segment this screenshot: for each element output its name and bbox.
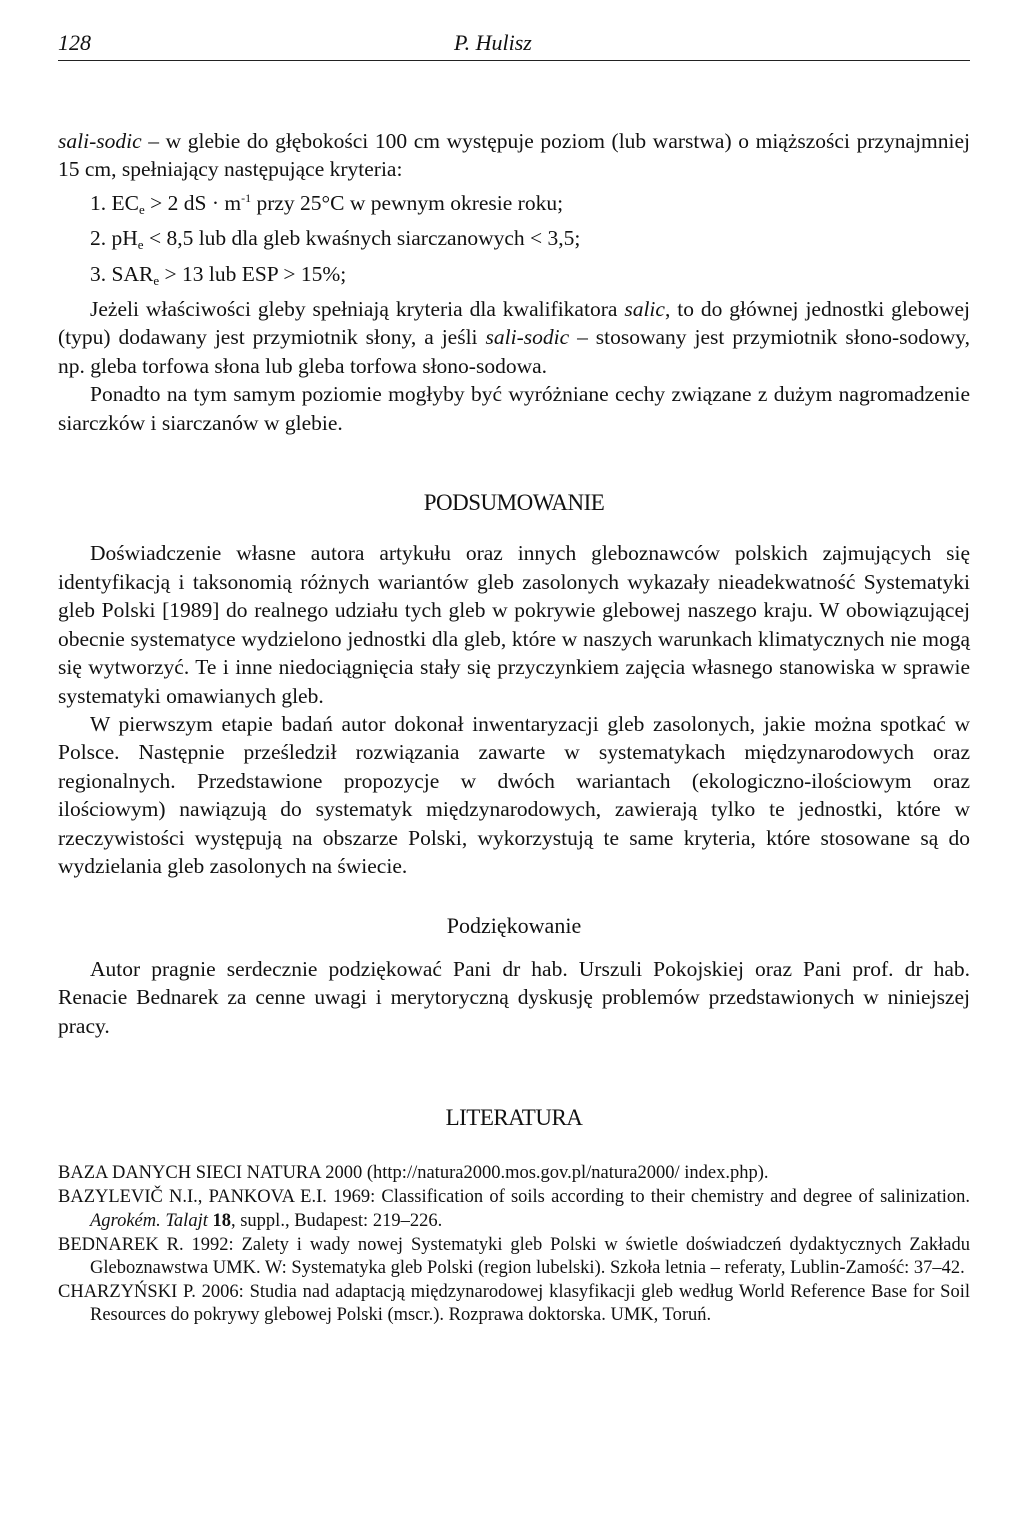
qualifier-paragraph: Jeżeli właściwości gleby spełniają kryteria dla kwalifikatora salic, to do głównej jednostki glebowej (typu) dodawany jest przymiotnik słony, a jeśli sali-sodic – stosowany jest przymiotnik słono-sodowy, np. gleba torfowa słona lub gleba torfowa słono-sodowa. xyxy=(58,297,970,378)
summary-heading: PODSUMOWANIE xyxy=(423,490,605,516)
criteria-list xyxy=(58,184,970,295)
acknowledgement-paragraph: Autor pragnie serdecznie podziękować Pani dr hab. Urszuli Pokojskiej oraz Pani prof. dr hab. Renacie Bednarek za cenne uwagi i merytoryczną dyskusję problemów przedstawionych w niniejszej pracy. xyxy=(58,956,970,1038)
body-text xyxy=(58,61,970,1328)
acknowledgement-heading: Podziękowanie xyxy=(446,913,582,939)
running-title: P. Hulisz xyxy=(454,30,532,55)
criterion-item: 1. $EC_e > 2$ dS · $m^{-1}$ przy 25°C w pewnym okresie roku; xyxy=(90,190,564,217)
reference-item: BAZA DANYCH SIECI NATURA 2000 (http://natura2000.mos.gov.pl/natura2000/ index.php). xyxy=(58,1163,769,1184)
reference-item: BAZYLEVIČ N.I., PANKOVA E.I. 1969: Classification of soils according to their chemistry and degree of salinization. Agrokém. Talajt 18, suppl., Budapest: 219–226. xyxy=(58,1187,970,1231)
sulfide-paragraph: Ponadto na tym samym poziomie mogłyby być wyróżniane cechy związane z dużym nagromadzenie siarczków i siarczanów w glebie. xyxy=(58,382,970,435)
page xyxy=(58,22,970,1328)
literature-heading: LITERATURA xyxy=(445,1104,583,1130)
criterion-item: 3. $SAR_e > 13$ lub ESP > 15%; xyxy=(90,261,347,288)
summary-paragraph-1: Doświadczenie własne autora artykułu oraz innych gleboznawców polskich zajmujących się identyfikacją i taksonomią różnych wariantów gleb zasolonych wykazały nieadekwatność Systematyki gleb Polski [1989] do realnego udziału tych gleb w pokrywie glebowej naszego kraju. W obowiązującej obecnie systematyce wydzielono jednostki dla gleb, które w naszych warunkach klimatycznych nie mogą się wytworzyć. Te i inne niedociągnięcia stały się przyczynkiem zajęcia własnego stanowiska w sprawie systematyki omawianych gleb. xyxy=(58,541,970,708)
intro-paragraph: sali-sodic – w glebie do głębokości 100 cm występuje poziom (lub warstwa) o miąższości przynajmniej 15 cm, spełniający następujące kryteria: xyxy=(58,129,970,182)
reference-item: BEDNAREK R. 1992: Zalety i wady nowej Systematyki gleb Polski w świetle doświadczeń dydaktycznych Zakładu Gleboznawstwa UMK. W: Systematyka gleb Polski (region lubelski). Szkoła letnia – referaty, Lublin-Zamość: 37–42. xyxy=(58,1234,970,1278)
term-sali-sodic: sali-sodic xyxy=(58,129,142,153)
reference-list xyxy=(58,1162,970,1327)
criterion-item: 2. $pH_e < 8,5$ lub dla gleb kwaśnych siarczanowych < 3,5; xyxy=(90,226,581,253)
reference-item: CHARZYŃSKI P. 2006: Studia nad adaptacją międzynarodowej klasyfikacji gleb według World Reference Base for Soil Resources do pokrywy glebowej Polski (mscr.). Rozprawa doktorska. UMK, Toruń. xyxy=(58,1281,970,1326)
summary-paragraph-2: W pierwszym etapie badań autor dokonał inwentaryzacji gleb zasolonych, jakie można spotkać w Polsce. Następnie prześledził rozwiązania zawarte w systematykach międzynarodowych oraz regionalnych. Przedstawione propozycje w dwóch wariantach (ekologiczno-ilościowym oraz ilościowym) nawiązują do systematyk międzynarodowych, zawierają tylko te jednostki, które w rzeczywistości występują na obszarze Polski, wykorzystują te same kryteria, które stosowane są do wydzielania gleb zasolonych na świecie. xyxy=(58,711,970,878)
page-number: 128 xyxy=(58,30,91,55)
running-header xyxy=(58,22,970,61)
